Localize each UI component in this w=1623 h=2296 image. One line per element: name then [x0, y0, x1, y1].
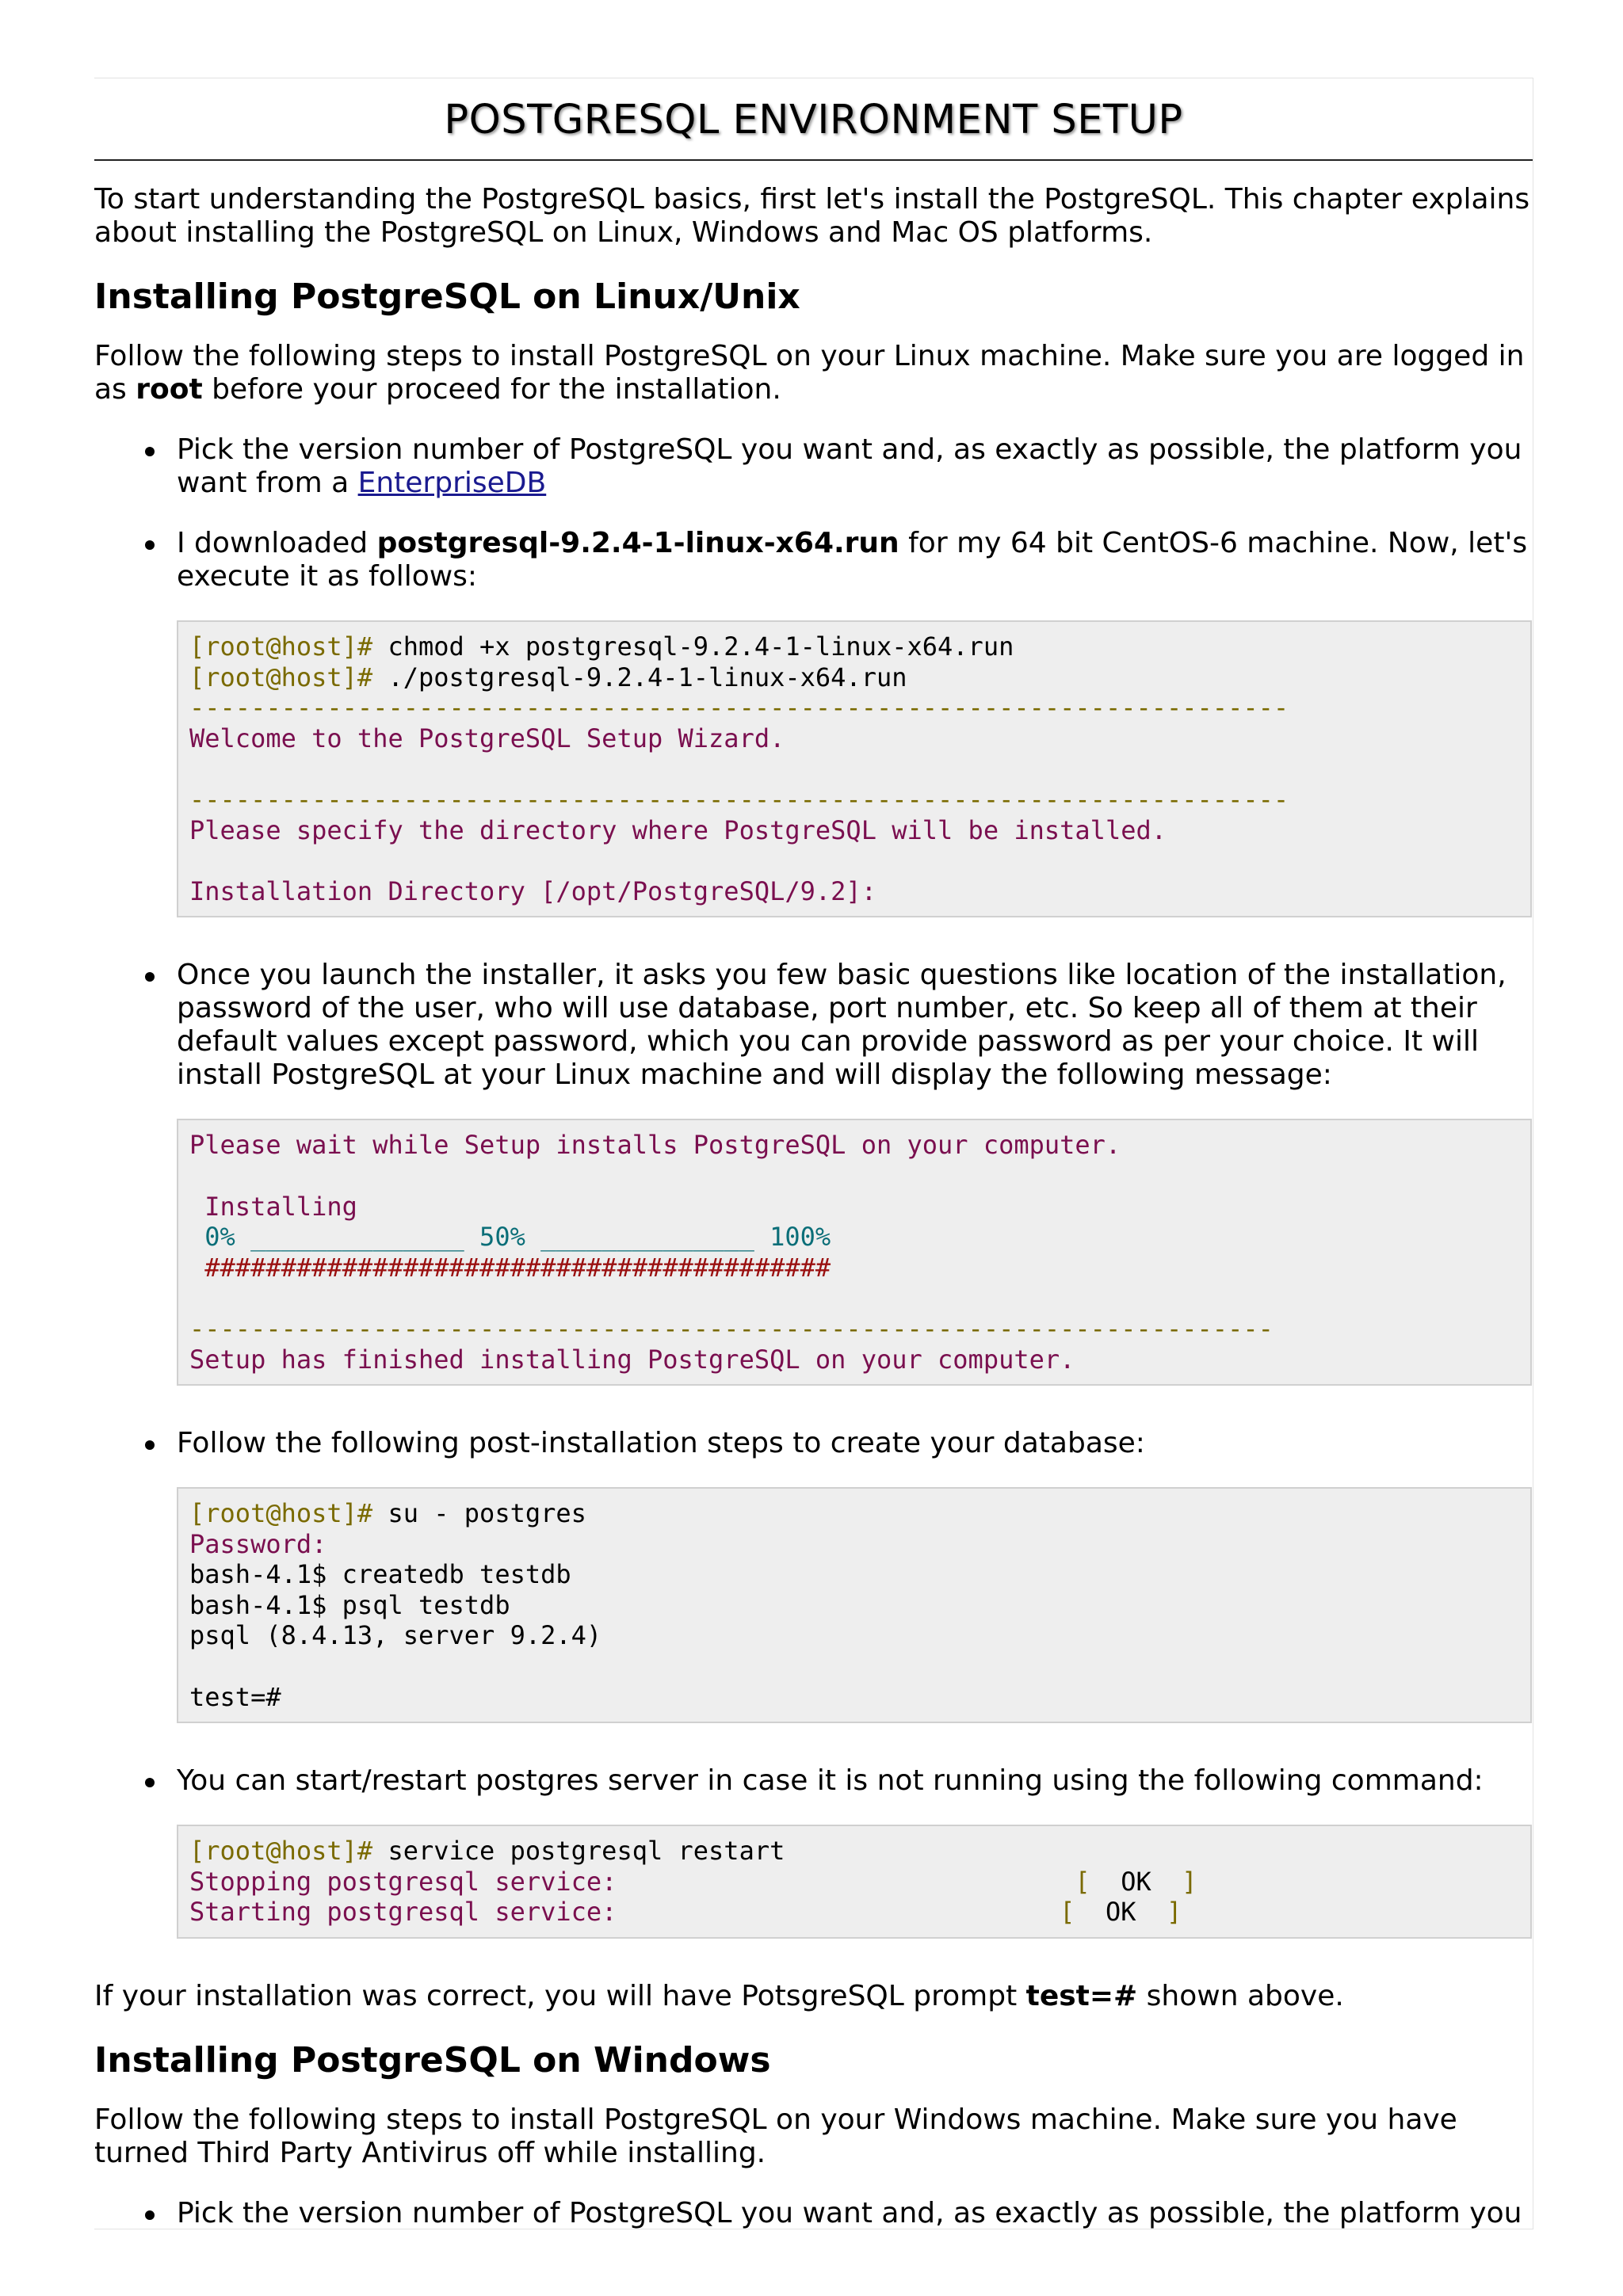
windows-steps-list	[94, 2197, 1533, 2229]
step2-text: I downloaded	[177, 527, 377, 559]
code-password: Password:	[189, 1528, 327, 1559]
root-bold: root	[136, 373, 203, 406]
code-rule: ------------------------------------------------------------------------	[189, 692, 1289, 723]
code-stopping: Stopping postgresql service:	[189, 1866, 617, 1897]
code-installing: Installing	[189, 1191, 357, 1222]
linux-para-text-end: before your proceed for the installation.	[202, 373, 781, 406]
list-item	[94, 1427, 1533, 1460]
bullet-icon	[145, 972, 155, 982]
step5-text: You can start/restart postgres server in case it is not running using the following command:	[177, 1764, 1484, 1798]
installer-filename: postgresql-9.2.4-1-linux-x64.run	[376, 527, 899, 559]
step2-text-end: for my 64 bit CentOS-6 machine. Now, let's execute it as follows:	[177, 527, 1528, 593]
code-rule: -----------------------------------------------------------------------	[189, 1313, 1274, 1344]
bullet-icon	[145, 2210, 155, 2220]
code-ok-status: OK	[1121, 1866, 1151, 1897]
windows-intro-paragraph: Follow the following steps to install PostgreSQL on your Windows machine. Make sure you have turned Third Party Antivirus off while installing.	[94, 2103, 1457, 2170]
result-paragraph	[94, 1980, 1533, 2013]
list-item	[94, 527, 1533, 593]
step3-text: Once you launch the installer, it asks you few basic questions like location of the installation, password of the user, who will use database, port number, etc. So keep all of them at their default values except password, which you can provide password as per your choice. It will install PostgreSQL at your Linux machine and will display the following message:	[177, 959, 1507, 1092]
list-item	[94, 433, 1533, 500]
code-block-progress	[177, 1119, 1532, 1386]
intro-paragraph: To start understanding the PostgreSQL basics, first let's install the PostgreSQL. This chapter explains about installing the PostgreSQL on Linux, Windows and Mac OS platforms.	[94, 183, 1530, 249]
code-wait: Please wait while Setup installs PostgreSQL on your computer.	[189, 1130, 1121, 1161]
bullet-icon	[145, 1778, 155, 1787]
code-test-prompt: test=#	[189, 1681, 281, 1712]
linux-steps-list-4	[94, 1764, 1533, 1798]
document-page	[94, 78, 1533, 2229]
code-prompt: [root@host]#	[189, 631, 373, 662]
test-prompt-bold: test=#	[1025, 1980, 1138, 2013]
step4-text: Follow the following post-installation steps to create your database:	[177, 1427, 1145, 1460]
code-command: ./postgresql-9.2.4-1-linux-x64.run	[388, 662, 907, 692]
list-item	[94, 959, 1533, 1092]
code-createdb: bash-4.1$ createdb testdb	[189, 1559, 571, 1590]
result-text: If your installation was correct, you will have PotsgreSQL prompt	[94, 1980, 1026, 2013]
code-welcome: Welcome to the PostgreSQL Setup Wizard.	[189, 723, 785, 753]
code-please: Please specify the directory where PostgreSQL will be installed.	[189, 814, 1167, 845]
code-install-dir: Installation Directory [/opt/PostgreSQL/9.2]:	[189, 875, 876, 906]
code-rule: ------------------------------------------------------------------------	[189, 784, 1289, 814]
bullet-icon	[145, 447, 155, 456]
linux-steps-list	[94, 433, 1533, 593]
enterprisedb-link[interactable]: EnterpriseDB	[357, 467, 547, 499]
code-starting: Starting postgresql service:	[189, 1897, 617, 1928]
linux-steps-list-3	[94, 1427, 1533, 1460]
step1-text: Pick the version number of PostgreSQL you want and, as exactly as possible, the platform you want from a	[177, 433, 1522, 499]
code-prompt: [root@host]#	[189, 662, 373, 692]
code-command: service postgresql restart	[388, 1836, 785, 1867]
heading-windows: Installing PostgreSQL on Windows	[94, 2040, 771, 2081]
code-command: su - postgres	[388, 1498, 586, 1529]
code-psql: bash-4.1$ psql testdb	[189, 1589, 510, 1620]
heading-linux: Installing PostgreSQL on Linux/Unix	[94, 277, 800, 317]
code-ok-status: OK	[1105, 1897, 1136, 1928]
windows-step1-text: Pick the version number of PostgreSQL you want and, as exactly as possible, the platform you	[177, 2197, 1522, 2229]
bullet-icon	[145, 1440, 155, 1450]
page-title: POSTGRESQL ENVIRONMENT SETUP	[94, 96, 1533, 161]
code-prompt: [root@host]#	[189, 1836, 373, 1867]
code-progress: 0% ______________ 50% ______________ 100%	[189, 1222, 831, 1253]
code-prompt: [root@host]#	[189, 1498, 373, 1529]
code-block-restart: [root@host]# service postgresql restart Stopping postgresql service: [ OK ] Starting postgresql service: [ OK ]	[177, 1825, 1532, 1939]
result-text-end: shown above.	[1137, 1980, 1344, 2013]
linux-steps-list-2	[94, 959, 1533, 1092]
code-hashes: #########################################	[189, 1252, 831, 1283]
list-item	[94, 2197, 1533, 2229]
bullet-icon	[145, 540, 155, 550]
code-block-post-install	[177, 1487, 1532, 1723]
code-psql-version: psql (8.4.13, server 9.2.4)	[189, 1620, 602, 1651]
code-command: chmod +x postgresql-9.2.4-1-linux-x64.run	[388, 631, 1014, 662]
list-item	[94, 1764, 1533, 1798]
code-finished: Setup has finished installing PostgreSQL on your computer.	[189, 1344, 1075, 1375]
code-block-install	[177, 620, 1532, 917]
linux-para-text: Follow the following steps to install PostgreSQL on your Linux machine. Make sure you are logged in as	[94, 340, 1525, 406]
linux-intro-paragraph	[94, 340, 1533, 406]
